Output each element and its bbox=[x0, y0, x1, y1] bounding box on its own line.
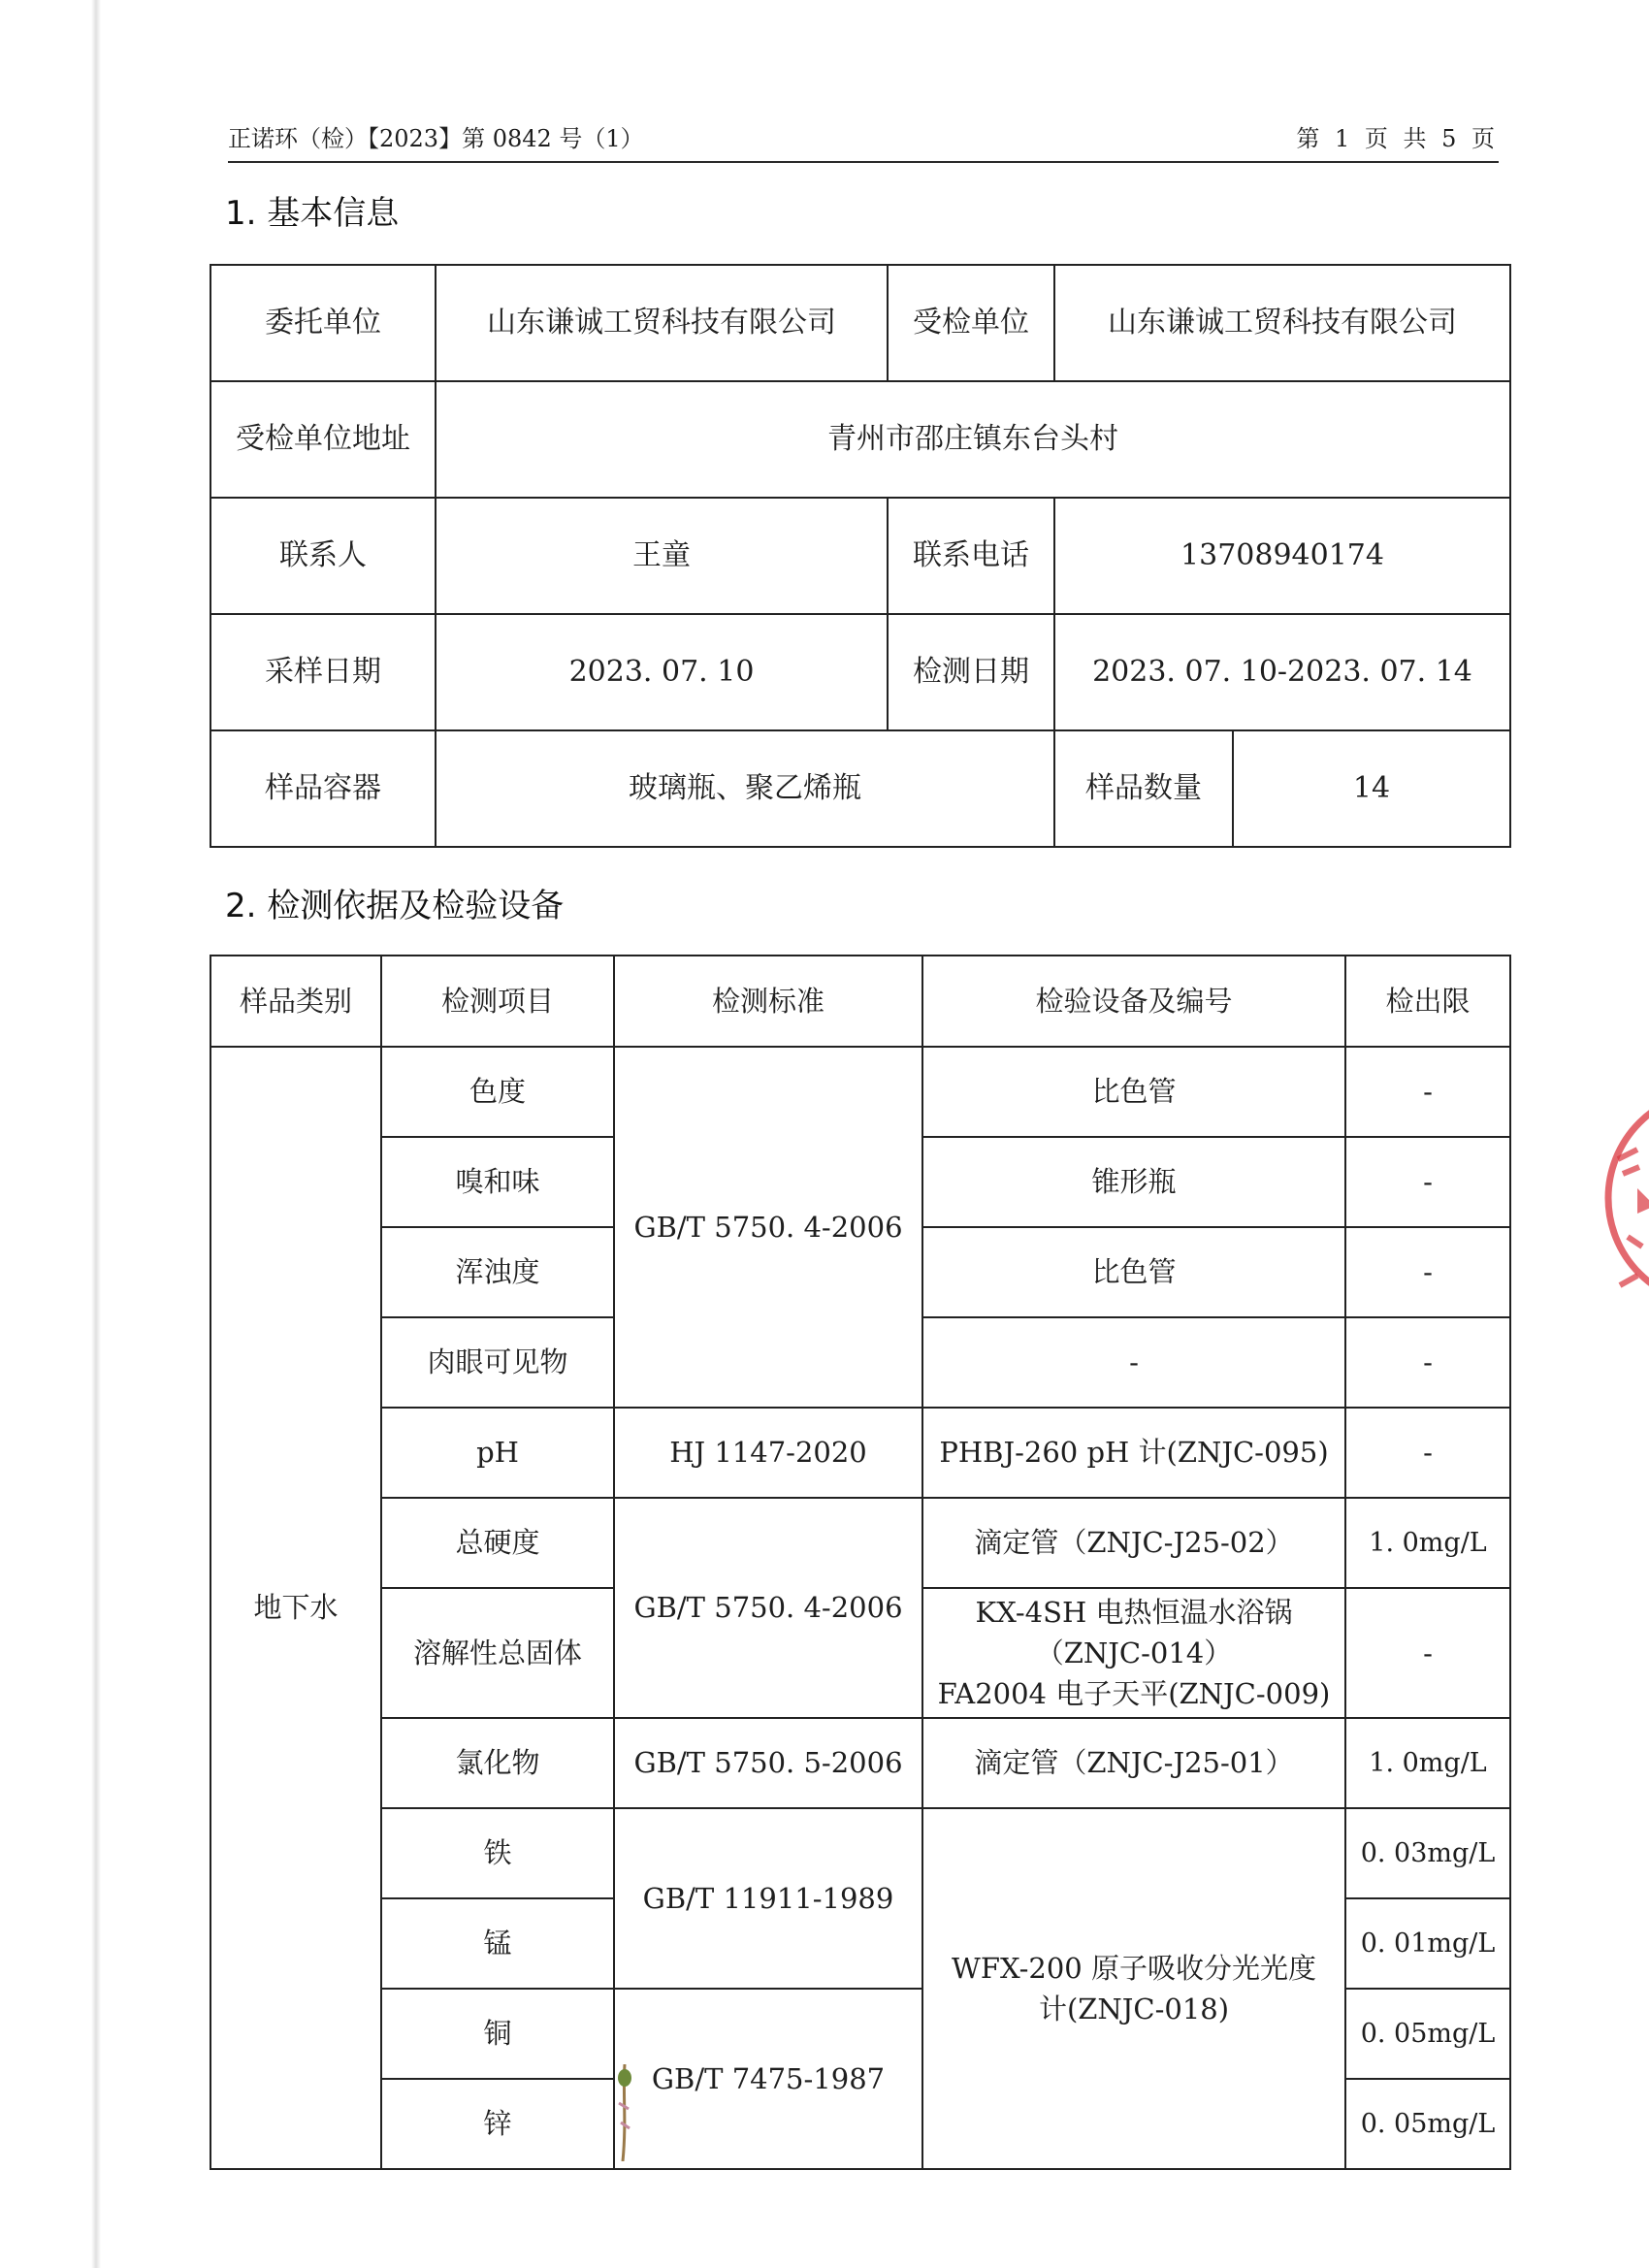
section-2-title: 2. 检测依据及检验设备 bbox=[225, 887, 565, 925]
item-cell: 浑浊度 bbox=[381, 1227, 614, 1317]
inspected-label: 受检单位 bbox=[888, 265, 1054, 381]
table-row bbox=[210, 1047, 1510, 1137]
equipment-cell bbox=[922, 1588, 1345, 1718]
contact-value: 王童 bbox=[436, 498, 888, 614]
standard-cell: GB/T 7475-1987 bbox=[614, 1989, 922, 2169]
header-standard: 检测标准 bbox=[614, 956, 922, 1047]
equipment-cell: 比色管 bbox=[922, 1047, 1345, 1137]
sampling-date-label: 采样日期 bbox=[210, 614, 436, 730]
equipment-cell: - bbox=[922, 1317, 1345, 1408]
header-item: 检测项目 bbox=[381, 956, 614, 1047]
quantity-value: 14 bbox=[1233, 730, 1510, 847]
item-cell: 肉眼可见物 bbox=[381, 1317, 614, 1408]
limit-cell: - bbox=[1345, 1588, 1510, 1718]
limit-cell: - bbox=[1345, 1408, 1510, 1498]
container-value: 玻璃瓶、聚乙烯瓶 bbox=[436, 730, 1054, 847]
equipment-cell: PHBJ-260 pH 计(ZNJC-095) bbox=[922, 1408, 1345, 1498]
item-cell: 氯化物 bbox=[381, 1718, 614, 1808]
header-equipment: 检验设备及编号 bbox=[922, 956, 1345, 1047]
equipment-line: WFX-200 原子吸收分光光度 bbox=[952, 1951, 1316, 1985]
item-cell: 总硬度 bbox=[381, 1498, 614, 1588]
address-row bbox=[210, 381, 1510, 498]
address-value: 青州市邵庄镇东台头村 bbox=[436, 381, 1510, 498]
equipment-line: （ZNJC-014） bbox=[1035, 1636, 1233, 1669]
container-row bbox=[210, 730, 1510, 847]
limit-cell: 0. 05mg/L bbox=[1345, 1989, 1510, 2079]
red-seal-stamp bbox=[1599, 1043, 1649, 1353]
limit-cell: - bbox=[1345, 1227, 1510, 1317]
header-row bbox=[210, 956, 1510, 1047]
limit-cell: 0. 03mg/L bbox=[1345, 1808, 1510, 1898]
item-cell: 锰 bbox=[381, 1898, 614, 1989]
phone-value: 13708940174 bbox=[1054, 498, 1510, 614]
equipment-line: KX-4SH 电热恒温水浴锅 bbox=[975, 1595, 1293, 1629]
limit-cell: - bbox=[1345, 1137, 1510, 1227]
date-row bbox=[210, 614, 1510, 730]
standard-cell: GB/T 11911-1989 bbox=[614, 1808, 922, 1989]
client-value: 山东谦诚工贸科技有限公司 bbox=[436, 265, 888, 381]
equipment-cell: 比色管 bbox=[922, 1227, 1345, 1317]
item-cell: 嗅和味 bbox=[381, 1137, 614, 1227]
section-1-title: 1. 基本信息 bbox=[225, 194, 400, 233]
standard-cell: GB/T 5750. 4-2006 bbox=[614, 1047, 922, 1408]
header-category: 样品类别 bbox=[210, 956, 381, 1047]
limit-cell: - bbox=[1345, 1317, 1510, 1408]
standard-cell: GB/T 5750. 4-2006 bbox=[614, 1498, 922, 1718]
table-row bbox=[210, 1718, 1510, 1808]
table-row bbox=[210, 1498, 1510, 1588]
header-limit: 检出限 bbox=[1345, 956, 1510, 1047]
limit-cell: 0. 05mg/L bbox=[1345, 2079, 1510, 2169]
testing-basis-table bbox=[210, 955, 1511, 2170]
equipment-cell: 滴定管（ZNJC-J25-02） bbox=[922, 1498, 1345, 1588]
basic-info-table bbox=[210, 264, 1511, 848]
item-cell: 溶解性总固体 bbox=[381, 1588, 614, 1718]
page-info: 第 1 页 共 5 页 bbox=[1296, 125, 1499, 152]
sampling-date-value: 2023. 07. 10 bbox=[436, 614, 888, 730]
item-cell: 锌 bbox=[381, 2079, 614, 2169]
scan-edge-shadow bbox=[91, 0, 101, 2268]
limit-cell: 1. 0mg/L bbox=[1345, 1498, 1510, 1588]
item-cell: 色度 bbox=[381, 1047, 614, 1137]
limit-cell: 1. 0mg/L bbox=[1345, 1718, 1510, 1808]
inspected-value: 山东谦诚工贸科技有限公司 bbox=[1054, 265, 1510, 381]
equipment-cell bbox=[922, 1808, 1345, 2169]
address-label: 受检单位地址 bbox=[210, 381, 436, 498]
equipment-line: FA2004 电子天平(ZNJC-009) bbox=[937, 1677, 1331, 1711]
equipment-cell: 滴定管（ZNJC-J25-01） bbox=[922, 1718, 1345, 1808]
equipment-cell: 锥形瓶 bbox=[922, 1137, 1345, 1227]
report-header bbox=[228, 118, 1499, 163]
standard-cell: GB/T 5750. 5-2006 bbox=[614, 1718, 922, 1808]
standard-cell: HJ 1147-2020 bbox=[614, 1408, 922, 1498]
plant-debris bbox=[613, 2064, 636, 2165]
sample-category: 地下水 bbox=[210, 1047, 381, 2169]
quantity-label: 样品数量 bbox=[1054, 730, 1233, 847]
client-label: 委托单位 bbox=[210, 265, 436, 381]
item-cell: 铜 bbox=[381, 1989, 614, 2079]
container-label: 样品容器 bbox=[210, 730, 436, 847]
test-date-label: 检测日期 bbox=[888, 614, 1054, 730]
item-cell: pH bbox=[381, 1408, 614, 1498]
table-row bbox=[210, 1808, 1510, 1898]
item-cell: 铁 bbox=[381, 1808, 614, 1898]
contact-label: 联系人 bbox=[210, 498, 436, 614]
limit-cell: 0. 01mg/L bbox=[1345, 1898, 1510, 1989]
client-row bbox=[210, 265, 1510, 381]
test-date-value: 2023. 07. 10-2023. 07. 14 bbox=[1054, 614, 1510, 730]
equipment-line: 计(ZNJC-018) bbox=[1038, 1993, 1230, 2025]
contact-row bbox=[210, 498, 1510, 614]
limit-cell: - bbox=[1345, 1047, 1510, 1137]
phone-label: 联系电话 bbox=[888, 498, 1054, 614]
report-number: 正诺环（检）【2023】第 0842 号（1） bbox=[228, 125, 644, 152]
table-row bbox=[210, 1408, 1510, 1498]
